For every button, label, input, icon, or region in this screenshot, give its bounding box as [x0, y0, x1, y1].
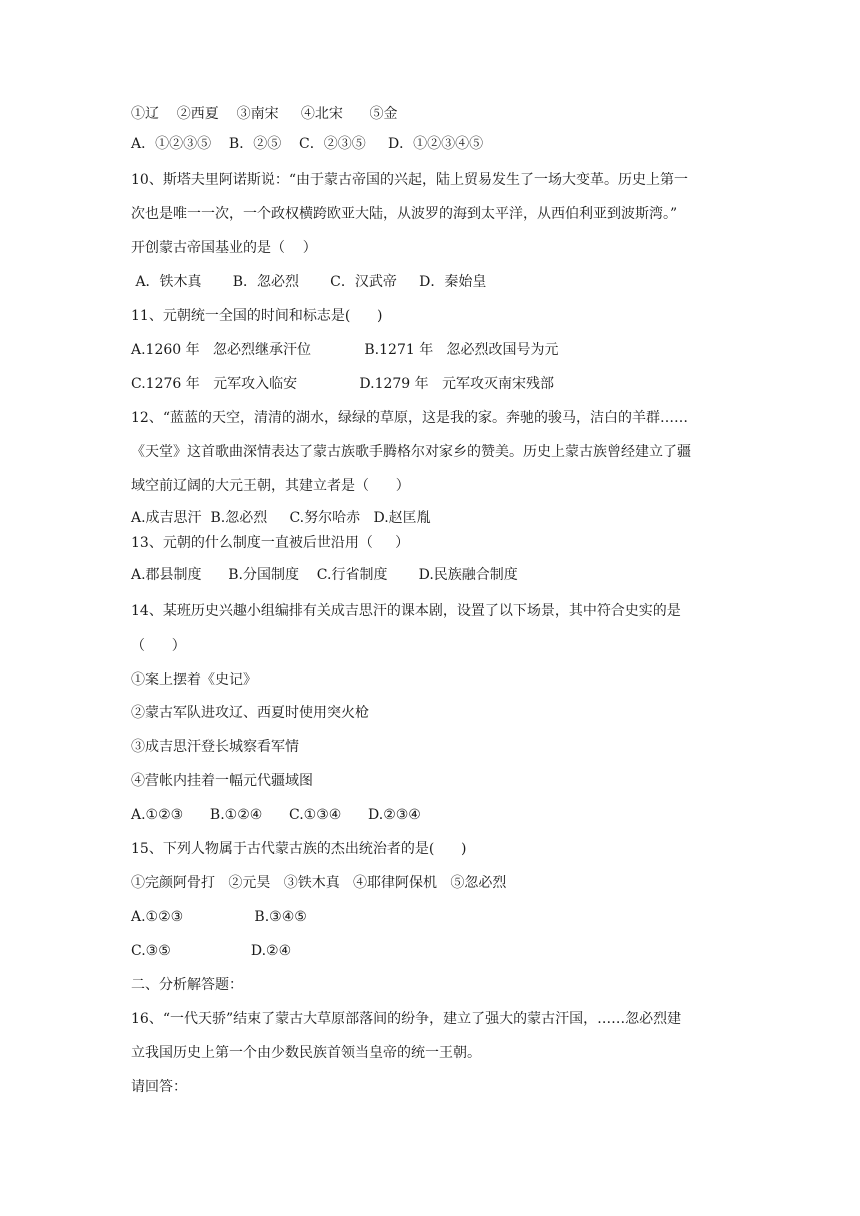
- question-15: 15、下列人物属于古代蒙古族的杰出统治者的是( ): [131, 841, 467, 857]
- section-heading: 二、分析解答题：: [131, 977, 243, 993]
- text-line: 次也是唯一一次，一个政权横跨欧亚大陆，从波罗的海到太平洋，从西伯利亚到波斯湾。”: [131, 206, 678, 222]
- text-line: ①辽 ②西夏 ③南宋 ④北宋 ⑤金: [131, 106, 398, 122]
- options-line: C.③⑤ D.②④: [131, 943, 292, 959]
- options-line: A.成吉思汗 B.忽必烈 C.努尔哈赤 D.赵匡胤: [131, 510, 431, 526]
- text-line: 立我国历史上第一个由少数民族首领当皇帝的统一王朝。: [131, 1045, 481, 1061]
- options-line: A.郡县制度 B.分国制度 C.行省制度 D.民族融合制度: [131, 567, 518, 583]
- question-10: 10、斯塔夫里阿诺斯说：“由于蒙古帝国的兴起，陆上贸易发生了一场大变革。历史上第一: [131, 172, 688, 188]
- text-line: 《天堂》这首歌曲深情表达了蒙古族歌手腾格尔对家乡的赞美。历史上蒙古族曾经建立了疆: [131, 444, 691, 460]
- options-line: A.1260 年 忽必烈继承汗位 B.1271 年 忽必烈改国号为元: [131, 342, 559, 358]
- question-14: 14、某班历史兴趣小组编排有关成吉思汗的课本剧，设置了以下场景，其中符合史实的是: [131, 603, 681, 619]
- text-line: （ ）: [131, 638, 186, 654]
- text-line: ②蒙古军队进攻辽、西夏时使用突火枪: [131, 705, 369, 721]
- question-16: 16、“一代天骄”结束了蒙古大草原部落间的纷争，建立了强大的蒙古汗国，……忽必烈建: [131, 1011, 682, 1027]
- options-line: A.①②③ B.①②④ C.①③④ D.②③④: [131, 807, 421, 823]
- text-line: 域空前辽阔的大元王朝，其建立者是（ ）: [131, 478, 410, 494]
- question-11: 11、元朝统一全国的时间和标志是( ): [131, 308, 383, 324]
- options-line: A.①②③ B.③④⑤: [131, 909, 307, 925]
- text-line: ①案上摆着《史记》: [131, 672, 257, 688]
- text-line: ④营帐内挂着一幅元代疆域图: [131, 773, 313, 789]
- question-12: 12、“蓝蓝的天空，清清的湖水，绿绿的草原，这是我的家。奔驰的骏马，洁白的羊群……: [131, 410, 688, 426]
- text-line: 请回答：: [131, 1079, 187, 1095]
- text-line: 开创蒙古帝国基业的是（ ）: [131, 240, 317, 256]
- options-line: A．铁木真 B．忽必烈 C．汉武帝 D．秦始皇: [131, 274, 487, 290]
- text-line: ①完颜阿骨打 ②元昊 ③铁木真 ④耶律阿保机 ⑤忽必烈: [131, 875, 507, 891]
- options-line: C.1276 年 元军攻入临安 D.1279 年 元军攻灭南宋残部: [131, 376, 554, 392]
- text-line: ③成吉思汗登长城察看军情: [131, 739, 299, 755]
- question-13: 13、元朝的什么制度一直被后世沿用（ ）: [131, 535, 410, 551]
- text-line: A．①②③⑤ B．②⑤ C．②③⑤ D．①②③④⑤: [131, 136, 484, 152]
